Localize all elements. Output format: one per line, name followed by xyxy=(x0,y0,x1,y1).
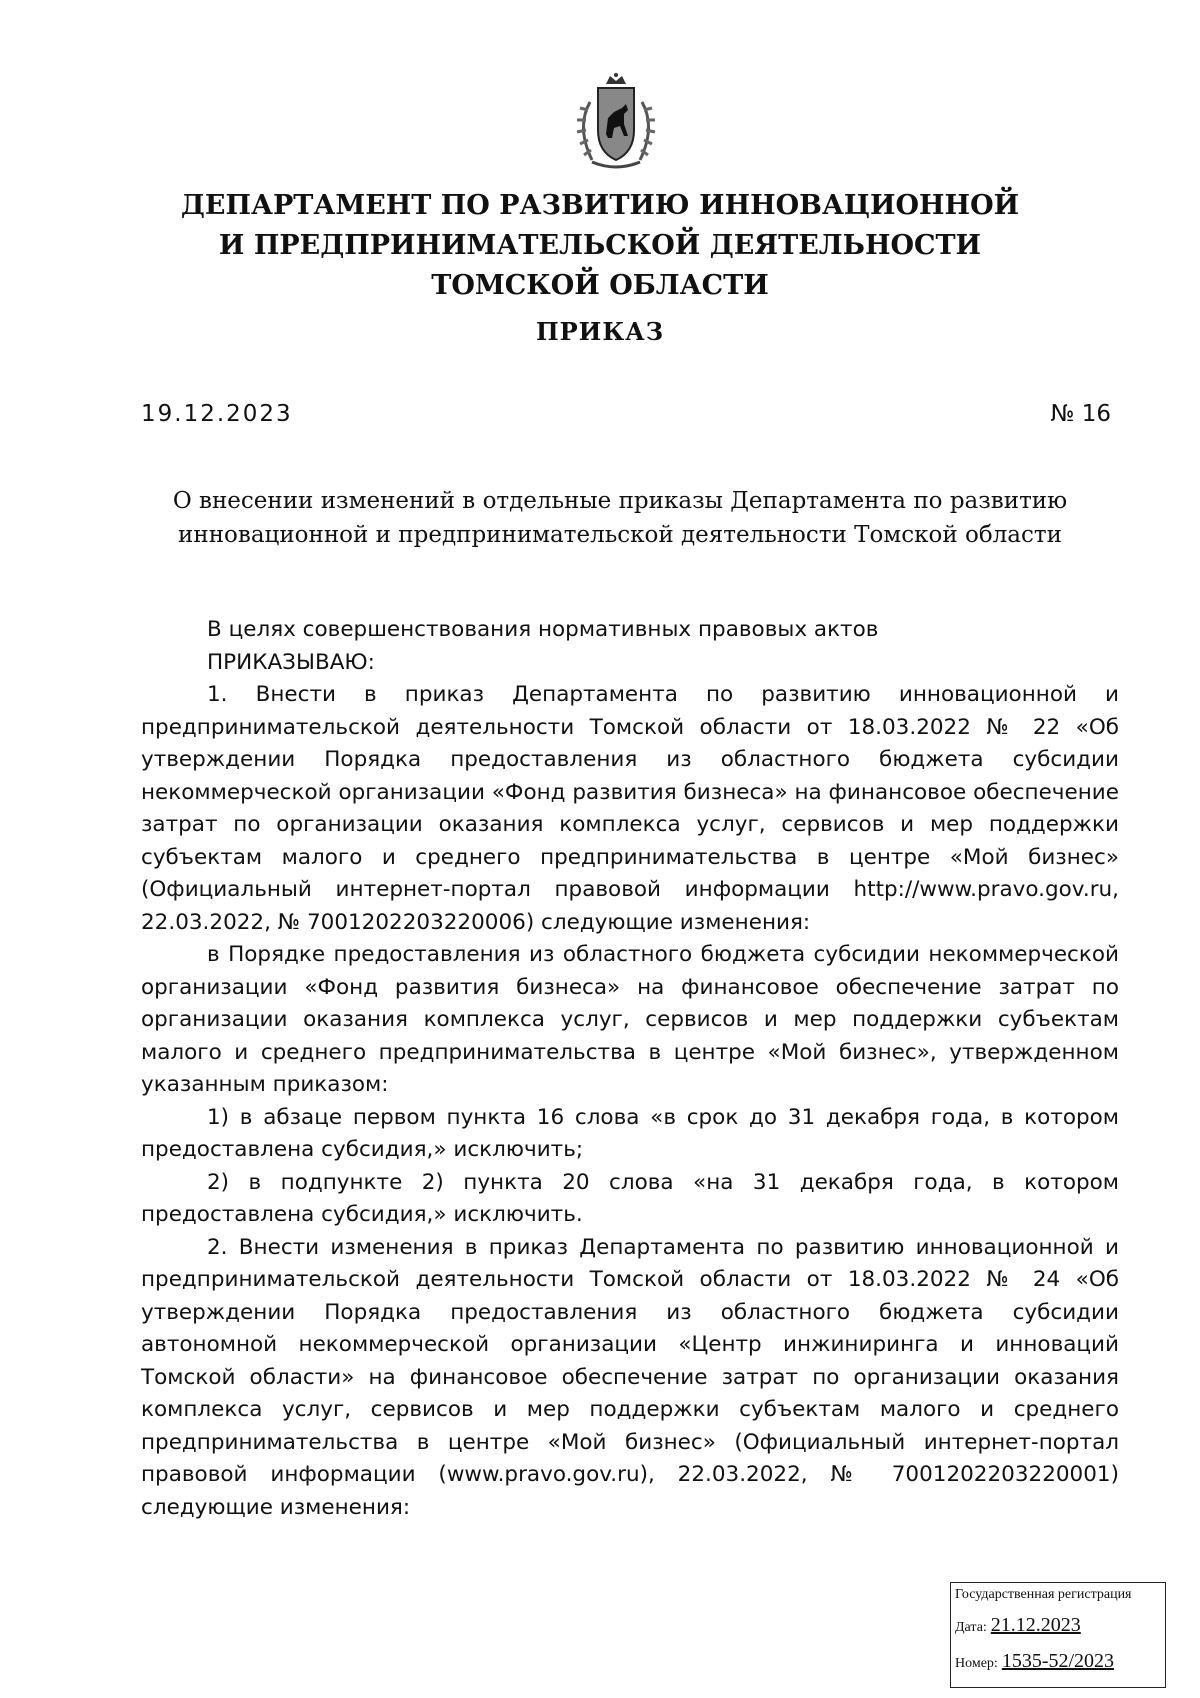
subject-line: О внесении изменений в отдельные приказы Департамента по развитию xyxy=(172,488,1068,514)
registration-number-value: 1535-52/2023 xyxy=(1001,1650,1115,1672)
order-subject xyxy=(150,484,1090,552)
order-directive: ПРИКАЗЫВАЮ: xyxy=(207,649,375,675)
department-title-line: ДЕПАРТАМЕНТ ПО РАЗВИТИЮ ИННОВАЦИОННОЙ xyxy=(180,190,1020,221)
clause-2-paragraph: 2. Внести изменения в приказ Департамента по развитию инновационной и предпринимательской деятельности Томской области от 18.03.2022 № 24 «Об утверждении Порядка предоставления из областного бюджета субсидии автономной некоммерческой организации «Центр инжиниринга и инноваций Томской области» на финансовое обеспечение затрат по организации оказания комплекса услуг, сервисов и мер поддержки субъектам малого и среднего предпринимательства в центре «Мой бизнес» (Официальный интернет-портал правовой информации (www.pravo.gov.ru), 22.03.2022, № 7001202203220001) следующие изменения: xyxy=(141,1234,1119,1520)
subject-line: инновационной и предпринимательской деятельности Томской области xyxy=(178,522,1062,548)
document-type: ПРИКАЗ xyxy=(535,317,665,346)
department-title-line: ТОМСКОЙ ОБЛАСТИ xyxy=(431,270,769,301)
registration-date-row xyxy=(955,1605,1161,1648)
registration-number-label: Номер: xyxy=(955,1656,998,1671)
clause-1-scope-paragraph: в Порядке предоставления из областного бюджета субсидии некоммерческой организации «Фонд развития бизнеса» на финансовое обеспечение затрат по организации оказания комплекса услуг, сервисов и мер поддержки субъектам малого и среднего предпринимательства в центре «Мой бизнес», утвержденном указанным приказом: xyxy=(141,942,1119,1097)
department-title xyxy=(150,186,1050,306)
clause-1-paragraph: 1. Внести в приказ Департамента по развитию инновационной и предпринимательской деятельности Томской области от 18.03.2022 № 22 «Об утверждении Порядка предоставления из областного бюджета субсидии некоммерческой организации «Фонд развития бизнеса» на финансовое обеспечение затрат по организации оказания комплекса услуг, сервисов и мер поддержки субъектам малого и среднего предпринимательства в центре «Мой бизнес» (Официальный интернет-портал правовой информации http://www.pravo.gov.ru, 22.03.2022, № 7001202203220006) следующие изменения: xyxy=(141,682,1119,935)
preamble-paragraph: В целях совершенствования нормативных правовых актов xyxy=(207,617,879,642)
order-number: № 16 xyxy=(1050,401,1111,427)
clause-1-item-2: 2) в подпункте 2) пункта 20 слова «на 31 декабря года, в котором предоставлена субсидия,» исключить. xyxy=(141,1169,1119,1227)
clause-1-item-1: 1) в абзаце первом пункта 16 слова «в срок до 31 декабря года, в котором предоставлена субсидия,» исключить; xyxy=(141,1104,1119,1162)
coat-of-arms-icon xyxy=(570,72,662,176)
registration-date-value: 21.12.2023 xyxy=(990,1614,1081,1636)
registration-date-label: Дата: xyxy=(955,1620,987,1635)
order-body xyxy=(141,614,1119,1524)
order-date: 19.12.2023 xyxy=(141,401,293,427)
department-title-line: И ПРЕДПРИНИМАТЕЛЬСКОЙ ДЕЯТЕЛЬНОСТИ xyxy=(218,230,982,261)
registration-number-row xyxy=(955,1648,1161,1677)
registration-title: Государственная регистрация xyxy=(955,1587,1132,1602)
state-registration-stamp xyxy=(950,1582,1166,1688)
